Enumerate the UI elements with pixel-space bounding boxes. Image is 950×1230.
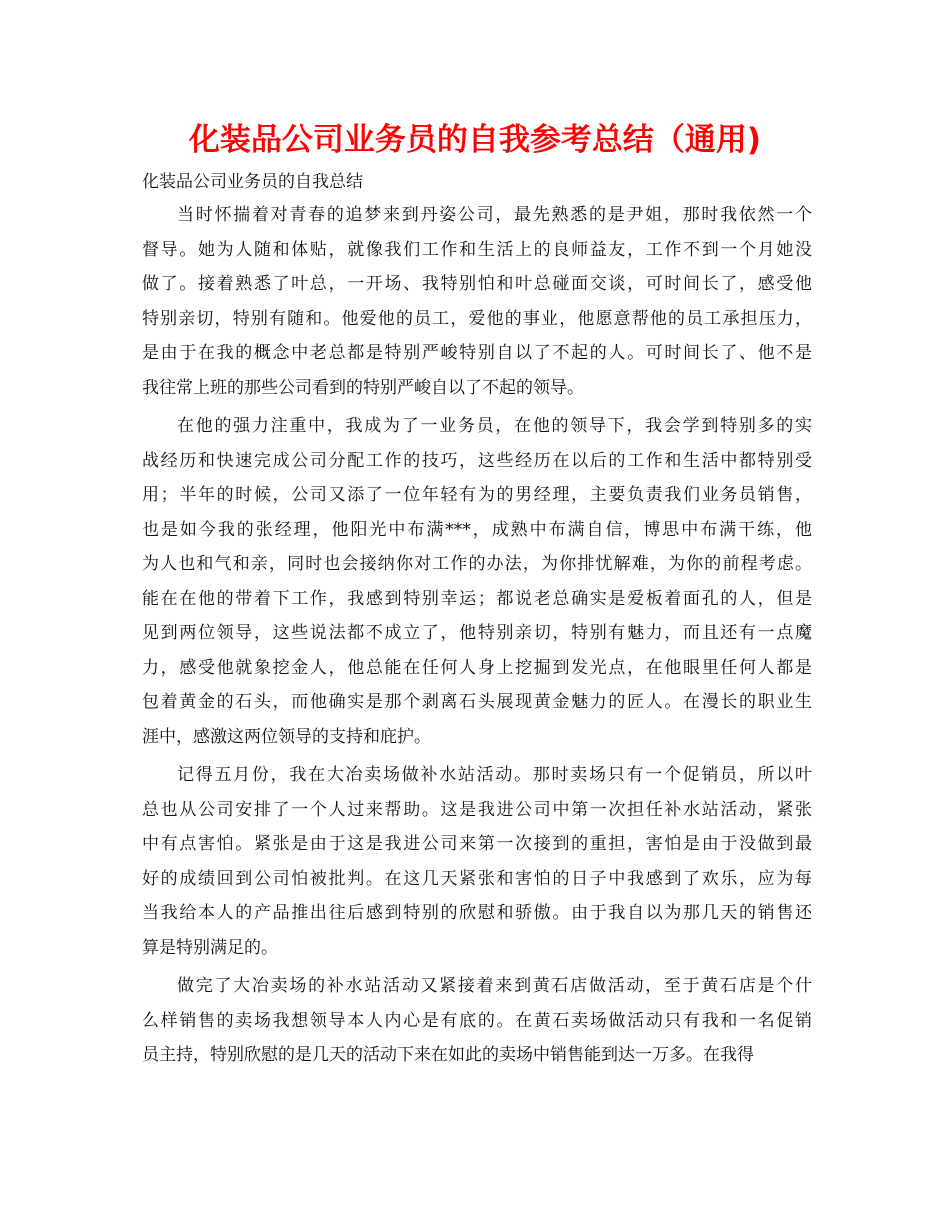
paragraph-line: 用；半年的时候，公司又添了一位年轻有为的男经理，主要负责我们业务员销售， [142, 485, 812, 505]
document-title: 化装品公司业务员的自我参考总结（通用) [188, 122, 762, 158]
paragraph-line: 见到两位领导，这些说法都不成立了，他特别亲切，特别有魅力，而且还有一点魔 [142, 623, 812, 643]
paragraph-line: 也是如今我的张经理，他阳光中布满***，成熟中布满自信，博思中布满干练，他 [142, 519, 812, 540]
paragraph-line: 做了。接着熟悉了叶总，一开场、我特别怕和叶总碰面交谈，可时间长了，感受他 [142, 274, 812, 294]
paragraph-line: 中有点害怕。紧张是由于这是我进公司来第一次接到的重担，害怕是由于没做到最 [142, 834, 812, 854]
paragraph-line: 能在在他的带着下工作，我感到特别幸运；都说老总确实是爱板着面孔的人，但是 [142, 588, 812, 609]
document-body [142, 198, 812, 1077]
paragraph-line: 为人也和气和亲，同时也会接纳你对工作的办法，为你排忧解难，为你的前程考虑。 [142, 554, 812, 574]
paragraph-line: 算是特别满足的。 [142, 937, 278, 958]
paragraph-line: 好的成绩回到公司怕被批判。在这几天紧张和害怕的日子中我感到了欢乐，应为每 [142, 868, 812, 889]
paragraph-line: 做完了大冶卖场的补水站活动又紧接着来到黄石店做活动，至于黄石店是个什 [177, 976, 812, 996]
paragraph-line: 当时怀揣着对青春的追梦来到丹姿公司，最先熟悉的是尹姐，那时我依然一个 [177, 205, 812, 225]
paragraph-line: 当我给本人的产品推出往后感到特别的欣慰和骄傲。由于我自以为那几天的销售还 [142, 903, 812, 923]
paragraph [142, 969, 812, 1073]
paragraph-line: 是由于在我的概念中老总都是特别严峻特别自以了不起的人。可时间长了、他不是 [142, 343, 812, 363]
paragraph-line: 包着黄金的石头，而他确实是那个剥离石头展现黄金魅力的匠人。在漫长的职业生 [142, 692, 812, 712]
paragraph-line: 员主持，特别欣慰的是几天的活动下来在如此的卖场中销售能到达一万多。在我得 [142, 1045, 754, 1065]
paragraph-line: 督导。她为人随和体贴，就像我们工作和生活上的良师益友，工作不到一个月她没 [142, 239, 812, 260]
paragraph-line: 战经历和快速完成公司分配工作的技巧，这些经历在以后的工作和生活中都特别受 [142, 450, 812, 471]
paragraph-line: 涯中，感激这两位领导的支持和庇护。 [142, 726, 431, 747]
paragraph-line: 特别亲切，特别有随和。他爱他的员工，爱他的事业，他愿意帮他的员工承担压力， [142, 308, 812, 329]
paragraph-line: 在他的强力注重中，我成为了一业务员，在他的领导下，我会学到特别多的实 [177, 416, 812, 436]
document-subtitle: 化装品公司业务员的自我总结 [142, 172, 363, 192]
paragraph [142, 198, 812, 405]
paragraph-line: 我往常上班的那些公司看到的特别严峻自以了不起的领导。 [142, 377, 584, 398]
paragraph [142, 758, 812, 965]
paragraph-line: 总也从公司安排了一个人过来帮助。这是我进公司中第一次担任补水站活动，紧张 [142, 799, 812, 820]
paragraph-line: 么样销售的卖场我想领导本人内心是有底的。在黄石卖场做活动只有我和一名促销 [142, 1010, 812, 1031]
paragraph-line: 力，感受他就象挖金人，他总能在任何人身上挖掘到发光点，在他眼里任何人都是 [142, 657, 812, 678]
paragraph-line: 记得五月份，我在大冶卖场做补水站活动。那时卖场只有一个促销员，所以叶 [177, 765, 812, 785]
paragraph [142, 409, 812, 754]
